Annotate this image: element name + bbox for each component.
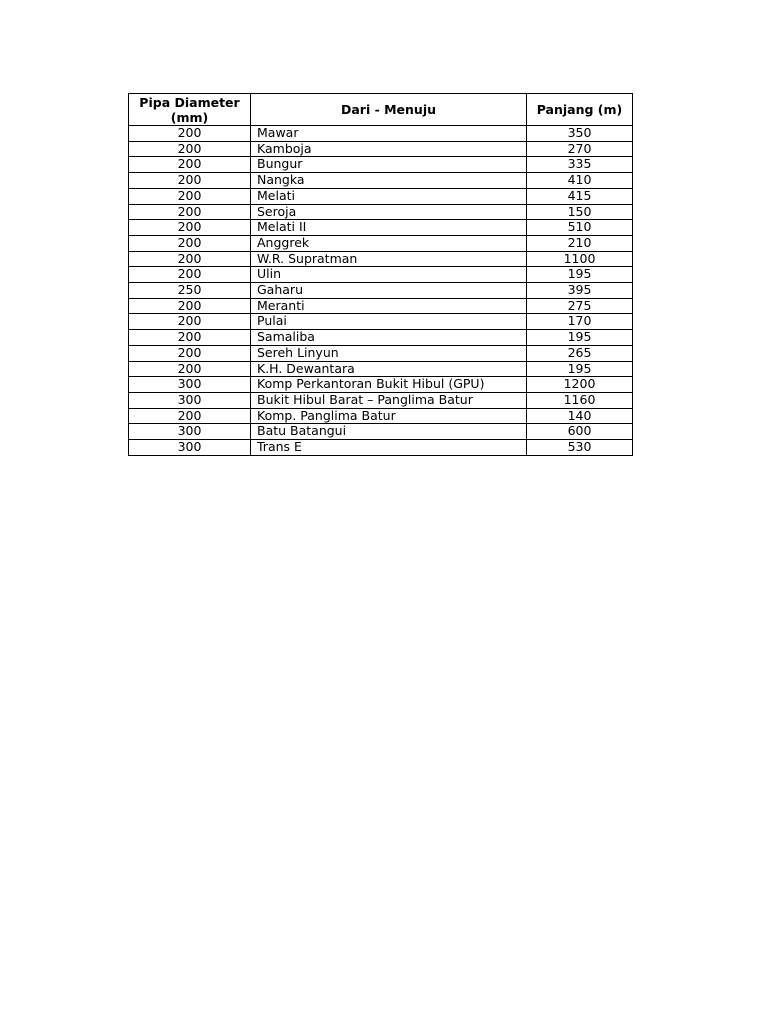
table-row — [129, 251, 633, 267]
cell-route: K.H. Dewantara — [251, 361, 527, 377]
cell-diameter: 300 — [129, 377, 251, 393]
cell-length: 1160 — [527, 392, 633, 408]
cell-diameter: 200 — [129, 126, 251, 142]
cell-length: 1100 — [527, 251, 633, 267]
table-row — [129, 377, 633, 393]
cell-route: Seroja — [251, 204, 527, 220]
header-route: Dari - Menuju — [251, 94, 527, 126]
table-body — [129, 126, 633, 456]
cell-diameter: 200 — [129, 345, 251, 361]
table-row — [129, 314, 633, 330]
cell-route: Mawar — [251, 126, 527, 142]
cell-length: 1200 — [527, 377, 633, 393]
cell-diameter: 200 — [129, 188, 251, 204]
table-row — [129, 220, 633, 236]
header-length: Panjang (m) — [527, 94, 633, 126]
cell-length: 510 — [527, 220, 633, 236]
cell-route: Melati — [251, 188, 527, 204]
cell-route: Melati II — [251, 220, 527, 236]
cell-length: 140 — [527, 408, 633, 424]
cell-diameter: 200 — [129, 408, 251, 424]
cell-diameter: 200 — [129, 298, 251, 314]
cell-diameter: 300 — [129, 440, 251, 456]
table-row — [129, 126, 633, 142]
table-row — [129, 157, 633, 173]
cell-route: Komp. Panglima Batur — [251, 408, 527, 424]
table-row — [129, 298, 633, 314]
cell-diameter: 200 — [129, 157, 251, 173]
cell-diameter: 300 — [129, 392, 251, 408]
table-row — [129, 204, 633, 220]
cell-length: 530 — [527, 440, 633, 456]
cell-diameter: 250 — [129, 283, 251, 299]
cell-length: 270 — [527, 141, 633, 157]
table-row — [129, 283, 633, 299]
cell-diameter: 200 — [129, 251, 251, 267]
table-row — [129, 408, 633, 424]
table-row — [129, 440, 633, 456]
cell-route: Bungur — [251, 157, 527, 173]
cell-length: 415 — [527, 188, 633, 204]
cell-route: Nangka — [251, 173, 527, 189]
cell-route: Gaharu — [251, 283, 527, 299]
table-row — [129, 392, 633, 408]
cell-route: Ulin — [251, 267, 527, 283]
cell-length: 395 — [527, 283, 633, 299]
cell-diameter: 200 — [129, 330, 251, 346]
cell-diameter: 200 — [129, 361, 251, 377]
table-row — [129, 345, 633, 361]
cell-length: 275 — [527, 298, 633, 314]
table-row — [129, 361, 633, 377]
cell-length: 195 — [527, 330, 633, 346]
cell-length: 265 — [527, 345, 633, 361]
table-row — [129, 424, 633, 440]
table-row — [129, 330, 633, 346]
table-row — [129, 141, 633, 157]
cell-diameter: 200 — [129, 220, 251, 236]
cell-length: 170 — [527, 314, 633, 330]
cell-diameter: 200 — [129, 204, 251, 220]
cell-route: Samaliba — [251, 330, 527, 346]
header-diameter: Pipa Diameter (mm) — [129, 94, 251, 126]
cell-route: Meranti — [251, 298, 527, 314]
cell-diameter: 200 — [129, 235, 251, 251]
cell-route: Anggrek — [251, 235, 527, 251]
pipe-table — [128, 93, 633, 456]
table-row — [129, 173, 633, 189]
cell-route: Kamboja — [251, 141, 527, 157]
cell-route: Batu Batangui — [251, 424, 527, 440]
cell-length: 600 — [527, 424, 633, 440]
cell-length: 410 — [527, 173, 633, 189]
cell-diameter: 200 — [129, 141, 251, 157]
table-header-row — [129, 94, 633, 126]
table-row — [129, 235, 633, 251]
cell-route: Komp Perkantoran Bukit Hibul (GPU) — [251, 377, 527, 393]
cell-length: 335 — [527, 157, 633, 173]
cell-length: 195 — [527, 267, 633, 283]
cell-length: 150 — [527, 204, 633, 220]
cell-diameter: 300 — [129, 424, 251, 440]
cell-length: 195 — [527, 361, 633, 377]
cell-diameter: 200 — [129, 267, 251, 283]
cell-diameter: 200 — [129, 173, 251, 189]
cell-route: Trans E — [251, 440, 527, 456]
cell-route: W.R. Supratman — [251, 251, 527, 267]
cell-route: Pulai — [251, 314, 527, 330]
table-row — [129, 188, 633, 204]
cell-length: 210 — [527, 235, 633, 251]
cell-route: Bukit Hibul Barat – Panglima Batur — [251, 392, 527, 408]
cell-diameter: 200 — [129, 314, 251, 330]
cell-length: 350 — [527, 126, 633, 142]
table-row — [129, 267, 633, 283]
cell-route: Sereh Linyun — [251, 345, 527, 361]
